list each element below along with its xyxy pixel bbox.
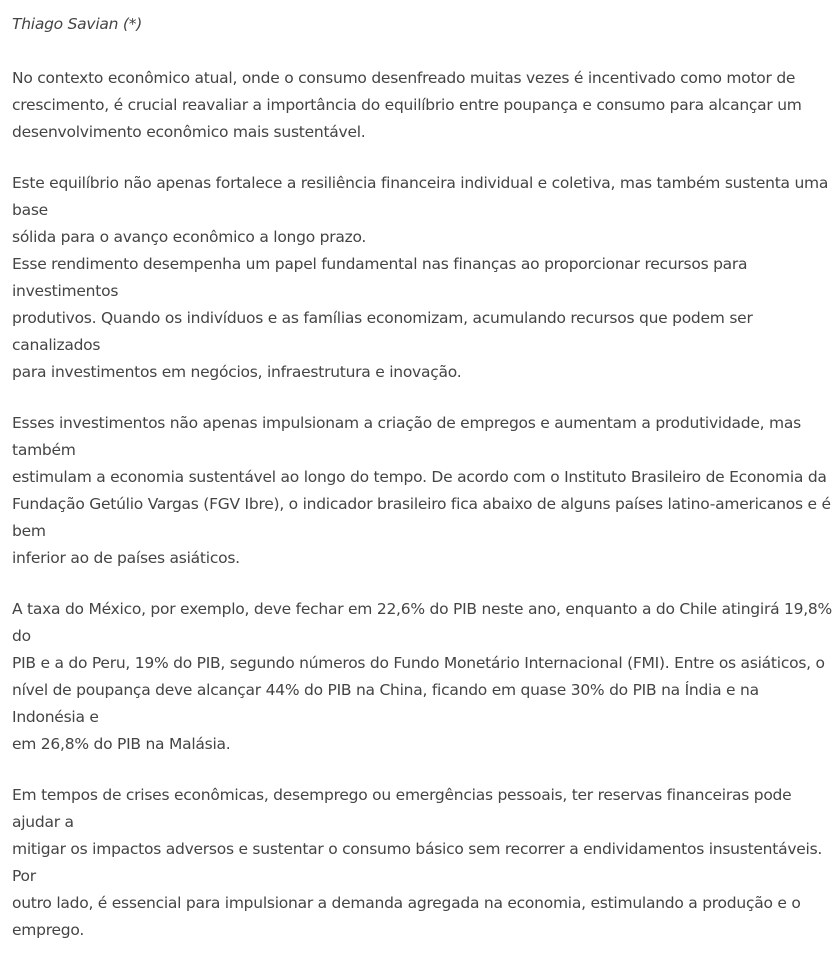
paragraph-line: emprego. [12,921,85,939]
paragraph-line: A taxa do México, por exemplo, deve fechar em 22,6% do PIB neste ano, enquanto a do Chile atingirá 19,8% do [12,600,832,645]
paragraph-line: desenvolvimento econômico mais sustentável. [12,123,366,141]
paragraph-line: sólida para o avanço econômico a longo prazo. [12,228,367,246]
paragraph-line: No contexto econômico atual, onde o consumo desenfreado muitas vezes é incentivado como motor de [12,69,796,87]
paragraph-line: inferior ao de países asiáticos. [12,549,240,567]
paragraph-line: PIB e a do Peru, 19% do PIB, segundo números do Fundo Monetário Internacional (FMI). Entre os asiáticos, o [12,654,825,672]
paragraph-line: Esses investimentos não apenas impulsionam a criação de empregos e aumentam a produtividade, mas também [12,414,801,459]
paragraph-line: Fundação Getúlio Vargas (FGV Ibre), o indicador brasileiro fica abaixo de alguns países latino-americanos e é bem [12,495,831,540]
paragraph-line: Este equilíbrio não apenas fortalece a resiliência financeira individual e coletiva, mas também sustenta uma base [12,174,829,219]
paragraph-line: produtivos. Quando os indivíduos e as famílias economizam, acumulando recursos que podem ser canalizados [12,309,753,354]
article-paragraph [12,170,836,386]
article-paragraph [12,410,836,572]
article-paragraph [12,596,836,758]
paragraph-line: mitigar os impactos adversos e sustentar o consumo básico sem recorrer a endividamentos insustentáveis. Por [12,840,823,885]
paragraph-line: estimulam a economia sustentável ao longo do tempo. De acordo com o Instituto Brasileiro de Economia da [12,468,827,486]
paragraph-line: crescimento, é crucial reavaliar a importância do equilíbrio entre poupança e consumo para alcançar um [12,96,802,114]
paragraph-line: Esse rendimento desempenha um papel fundamental nas finanças ao proporcionar recursos para investimentos [12,255,748,300]
paragraph-line: nível de poupança deve alcançar 44% do PIB na China, ficando em quase 30% do PIB na Índia e na Indonésia e [12,681,759,726]
paragraph-line: em 26,8% do PIB na Malásia. [12,735,231,753]
article-paragraph [12,782,836,944]
article-body [12,11,836,968]
paragraph-line: Em tempos de crises econômicas, desemprego ou emergências pessoais, ter reservas financeiras pode ajudar a [12,786,792,831]
paragraph-line: para investimentos em negócios, infraestrutura e inovação. [12,363,462,381]
author-byline: Thiago Savian (*) [12,15,143,33]
article-paragraph [12,65,836,146]
paragraph-line: outro lado, é essencial para impulsionar a demanda agregada na economia, estimulando a produção e o [12,894,801,912]
